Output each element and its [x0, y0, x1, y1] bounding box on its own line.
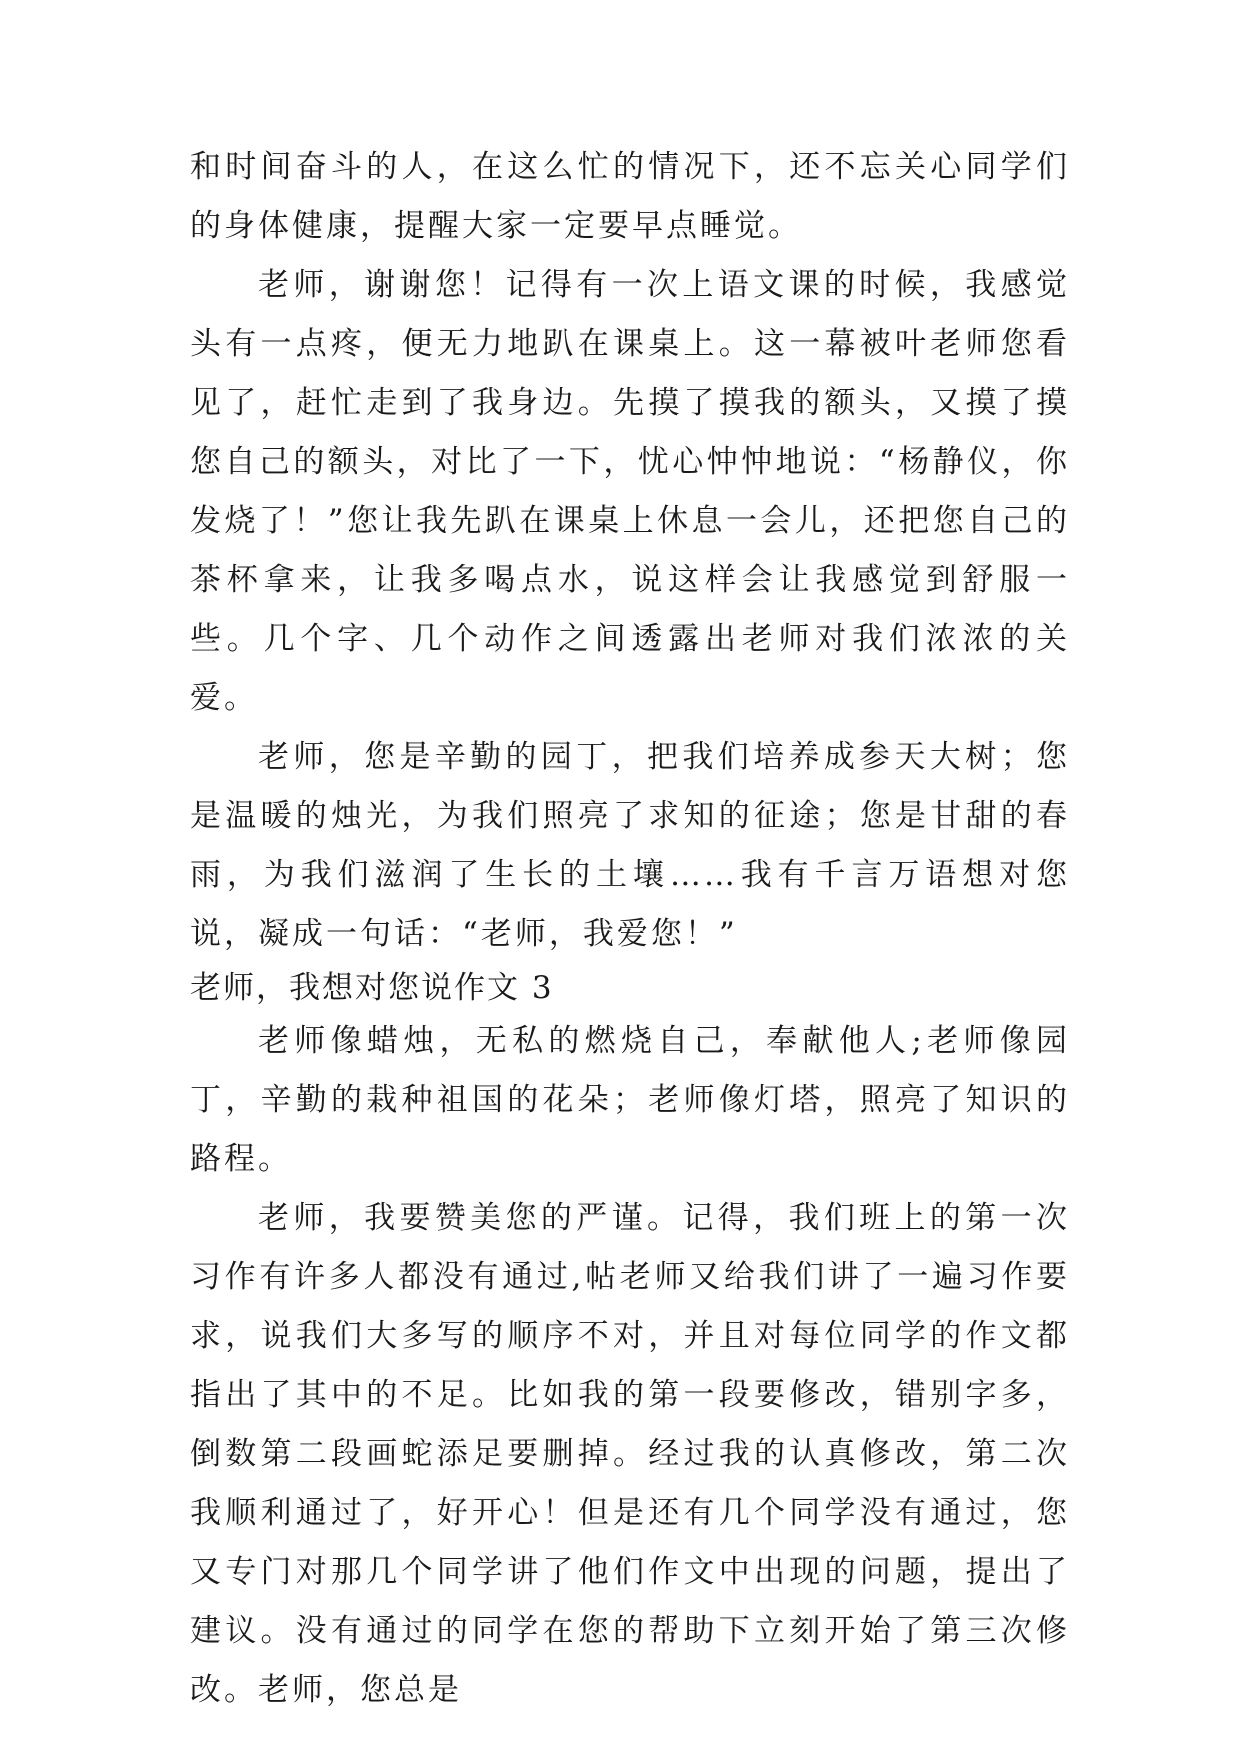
paragraph-3: 老师，您是辛勤的园丁，把我们培养成参天大树；您是温暖的烛光，为我们照亮了求知的征途；您是甘甜的春雨，为我们滋润了生长的土壤……我有千言万语想对您说，凝成一句话：“老师，我爱您！”: [190, 739, 1070, 952]
paragraph-5: 老师，我要赞美您的严谨。记得，我们班上的第一次习作有许多人都没有通过,帖老师又给我们讲了一遍习作要求，说我们大多写的顺序不对，并且对每位同学的作文都指出了其中的不足。比如我的第一段要修改，错别字多，倒数第二段画蛇添足要删掉。经过我的认真修改，第二次我顺利通过了，好开心！但是还有几个同学没有通过，您又专门对那几个同学讲了他们作文中出现的问题，提出了建议。没有通过的同学在您的帮助下立刻开始了第三次修改。老师，您总是: [190, 1200, 1070, 1708]
document-page: [190, 138, 1070, 1720]
paragraph-2: 老师，谢谢您！记得有一次上语文课的时候，我感觉头有一点疼，便无力地趴在课桌上。这一幕被叶老师您看见了，赶忙走到了我身边。先摸了摸我的额头，又摸了摸您自己的额头，对比了一下，忧心忡忡地说：“杨静仪，你发烧了！”您让我先趴在课桌上休息一会儿，还把您自己的茶杯拿来，让我多喝点水，说这样会让我感觉到舒服一些。几个字、几个动作之间透露出老师对我们浓浓的关爱。: [190, 267, 1070, 716]
paragraph-1: 和时间奋斗的人，在这么忙的情况下，还不忘关心同学们的身体健康，提醒大家一定要早点睡觉。: [190, 149, 1070, 244]
section-heading: 老师，我想对您说作文 3: [190, 970, 554, 1006]
paragraph-4: 老师像蜡烛，无私的燃烧自己，奉献他人;老师像园丁，辛勤的栽种祖国的花朵；老师像灯塔，照亮了知识的路程。: [190, 1023, 1070, 1177]
